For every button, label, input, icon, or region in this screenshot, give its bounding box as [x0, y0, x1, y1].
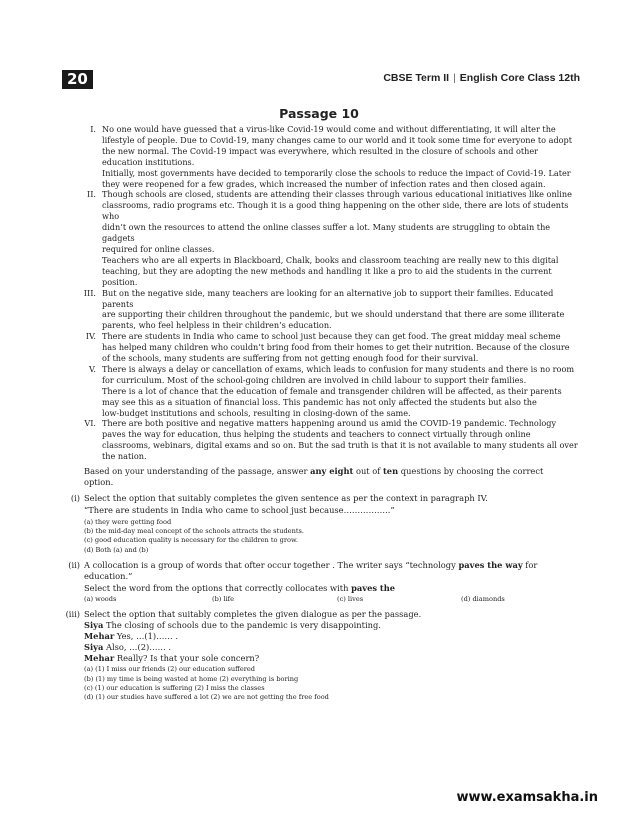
paragraph-line: of the schools, many students are suffering from not getting enough food for their survival. [102, 353, 479, 364]
header-separator: | [453, 72, 456, 84]
paragraph-line: classrooms, radio programs etc. Though it is a good thing happening on the other side, there are lots of students who [102, 200, 569, 222]
option-c[interactable]: (c) (1) our education is suffering (2) I miss the classes [84, 684, 265, 693]
passage-paragraph [62, 189, 582, 254]
dialogue-line [84, 653, 582, 664]
option-a[interactable]: (a) (1) I miss our friends (2) our education suffered [84, 665, 256, 674]
dialogue-line [84, 642, 582, 653]
instructions-text: option. [84, 477, 114, 487]
option-d[interactable]: (d) Both (a) and (b) [84, 545, 149, 554]
dialogue [84, 620, 582, 664]
paragraph-line: may see this as a situation of financial loss. This pandemic has not only affected the students but also the [102, 396, 537, 407]
option-c[interactable]: (c) lives [337, 594, 364, 603]
instructions-text: questions by choosing the correct [398, 466, 544, 477]
passage-body [62, 124, 582, 462]
question-2 [62, 560, 582, 604]
paragraph-line: the new normal. The Covid-19 impact was everywhere, which resulted in the closure of schools and other [102, 145, 539, 156]
passage-paragraph [62, 288, 582, 332]
question-sentence: “There are students in India who came to school just because……………..” [84, 504, 395, 515]
question-number: (i) [70, 492, 80, 503]
question-instruction [84, 583, 582, 594]
paragraph-line: parents, who feel helpless in their children’s education. [102, 320, 332, 331]
dialogue-line [84, 620, 582, 631]
question-prompt: Select the option that suitably completes the given sentence as per the context in paragraph IV. [84, 492, 488, 503]
option-list [84, 665, 582, 702]
paragraph-number: II. [86, 189, 96, 200]
question-number: (iii) [65, 608, 80, 619]
paragraph-line: low-budget institutions and schools, resulting in closing-down of the same. [102, 407, 411, 418]
dialogue-line [84, 631, 582, 642]
option-d[interactable]: (d) diamonds [461, 594, 505, 603]
paragraph-line: There are both positive and negative matters happening around us amid the COVID-19 pandemic. Technology [102, 418, 557, 429]
passage-paragraph [62, 386, 582, 419]
dialogue-text: Also, …(2)…… . [103, 641, 172, 652]
option-row [84, 595, 582, 604]
option-c[interactable]: (c) good education quality is necessary for the children to grow. [84, 536, 298, 545]
dialogue-text: Yes, …(1)…… . [114, 630, 179, 641]
option-a[interactable]: (a) they were getting food [84, 517, 172, 526]
select-text: Select the word from the options that correctly collocates with [84, 582, 352, 593]
paragraph-line: position. [102, 276, 138, 287]
paragraph-line: classrooms, webinars, digital exams and so on. But the sad truth is that it is not available to many students all over [102, 440, 578, 451]
paragraph-number: IV. [85, 331, 96, 342]
paragraph-line: education institutions. [102, 156, 195, 167]
question-1 [62, 493, 582, 555]
instructions-bold: ten [382, 466, 399, 477]
paragraph-line: Teachers who are all experts in Blackboard, Chalk, books and classroom teaching are really new to this digital [102, 254, 559, 265]
paragraph-line: are supporting their children throughout the pandemic, but we should understand that there are some illiterate [102, 309, 565, 320]
question-3 [62, 609, 582, 703]
paragraph-line: for curriculum. Most of the school-going children are involved in child labour to support their families. [102, 374, 527, 385]
option-a[interactable]: (a) woods [84, 594, 117, 603]
speaker-name: Siya [84, 641, 104, 652]
paragraph-line: required for online classes. [102, 243, 215, 254]
paragraph-number: III. [83, 287, 96, 298]
paragraph-line: has helped many children who couldn’t bring food from their homes to get their nutrition. Because of the closure [102, 342, 570, 353]
option-b[interactable]: (b) life [212, 594, 235, 603]
paragraph-number: V. [88, 363, 96, 374]
running-header [383, 72, 580, 84]
prompt-text: for [522, 559, 538, 570]
question-prompt [84, 560, 582, 582]
question-prompt: Select the option that suitably completes the given dialogue as per the passage. [84, 608, 422, 619]
paragraph-line: teaching, but they are adopting the new methods and handling it like a pro to aid the students in the current [102, 265, 552, 276]
paragraph-line: Though schools are closed, students are attending their classes through various educational initiatives like online [102, 189, 572, 200]
paragraph-line: There is a lot of chance that the education of female and transgender children will be affected, as their parents [102, 385, 562, 396]
paragraph-line: No one would have guessed that a virus-like Covid-19 would come and without differentiating, it will alter the [102, 124, 556, 134]
option-d[interactable]: (d) (1) our studies have suffered a lot (2) we are not getting the free food [84, 693, 329, 702]
website-footer[interactable]: www.examsakha.in [456, 790, 598, 805]
instructions-text: Based on your understanding of the passage, answer [84, 466, 311, 477]
option-b[interactable]: (b) the mid-day meal concept of the schools attracts the students. [84, 527, 304, 536]
speaker-name: Mehar [84, 630, 115, 641]
paragraph-line: There are students in India who came to school just because they can get food. The great midday meal scheme [102, 331, 561, 342]
question-number: (ii) [68, 559, 80, 570]
select-bold: paves the [351, 582, 396, 593]
paragraph-line: There is always a delay or cancellation of exams, which leads to confusion for many students and there is no room [102, 363, 575, 374]
paragraph-line: didn’t own the resources to attend the online classes suffer a lot. Many students are struggling to obtain the gadgets [102, 222, 551, 244]
instructions-bold: any eight [310, 466, 354, 477]
paragraph-line: Initially, most governments have decided to temporarily close the schools to reduce the impact of Covid-19. Later [102, 167, 571, 178]
passage-paragraph [62, 168, 582, 190]
instructions [62, 466, 582, 488]
paragraph-line: paves the way for education, thus helping the students and teachers to connect virtually through online [102, 429, 531, 440]
prompt-text: education.” [84, 570, 133, 581]
paragraph-line: lifestyle of people. Due to Covid-19, many changes came to our world and it took some time for everyone to adopt [102, 134, 573, 145]
paragraph-line: the nation. [102, 451, 147, 462]
speaker-name: Mehar [84, 652, 115, 663]
paragraph-line: they were reopened for a few grades, which increased the number of infection rates and then closed again. [102, 178, 546, 189]
prompt-bold: paves the way [458, 559, 523, 570]
passage-paragraph [62, 124, 582, 168]
passage-title: Passage 10 [279, 106, 359, 121]
passage-paragraph [62, 364, 582, 386]
passage-paragraph [62, 418, 582, 462]
book-title: CBSE Term II [383, 72, 450, 84]
paragraph-number: VI. [84, 418, 96, 429]
paragraph-line: But on the negative side, many teachers are looking for an alternative job to support their families. Educated parents [102, 287, 554, 309]
passage-paragraph [62, 255, 582, 288]
subject-title: English Core Class 12th [459, 72, 580, 84]
paragraph-number: I. [90, 124, 96, 134]
instructions-text: out of [353, 466, 383, 477]
option-b[interactable]: (b) (1) my time is being wasted at home (2) everything is boring [84, 674, 299, 683]
dialogue-text: The closing of schools due to the pandemic is very disappointing. [103, 619, 381, 630]
speaker-name: Siya [84, 619, 104, 630]
prompt-text: A collocation is a group of words that ofter occur together . The writer says “technology [84, 559, 459, 570]
option-list [84, 518, 582, 555]
passage-paragraph [62, 331, 582, 364]
page-content [62, 124, 582, 703]
page-number: 20 [62, 70, 93, 89]
dialogue-text: Really? Is that your sole concern? [114, 652, 260, 663]
